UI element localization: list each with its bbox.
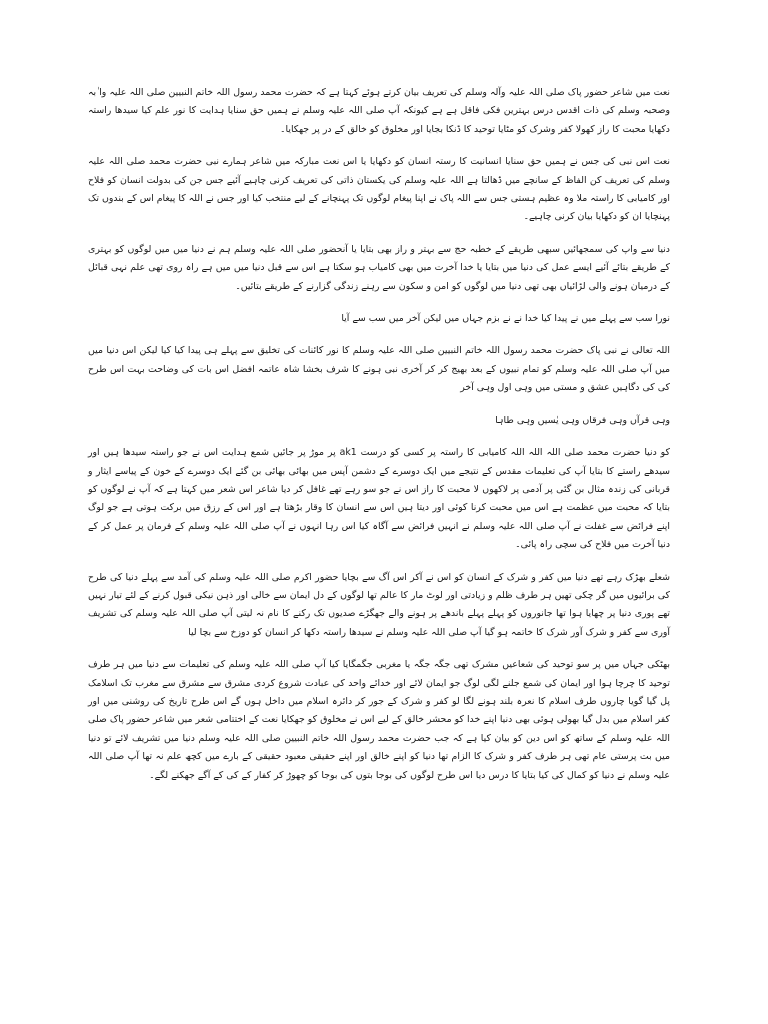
paragraph-5: کو دنیا حضرت محمد صلی اللہ اللہ اللہ کامیابی کا راستہ پر کسی کو درست ak1 پر موڑ پر جائیں شمع ہدایت اس نے جو راستہ سیدھا ہیں اور سیدھے راستے کا بتایا آپ کی تعلیمات مقدس کے نتیجے میں ایک دوسرے کے دشمن آپس میں بھائی بھائی بن گئے ایک دوسرے کے خون کے پیاسے ایثار و قربانی کی زندہ مثال بن گئی پر آدمی پر لاکھوں لا محبت کا راز اس نے جو سو رہے تھے غافل کر دیا شاعر اس شعر میں کہتا ہے کہ آپ نے لوگوں کو بتایا کہ محبت میں عظمت ہے اس میں محبت کرنا کوئی اور دیتا ہیں اس سے انسان کا وقار بڑھتا ہے اور اس کے رزق میں برکت ہوتی ہے جو لوگ اپنے فرائض سے غفلت نے آپ صلی اللہ علیہ وسلم نے انہیں فرائض سے آگاہ کیا اس رہا انہوں نے آپ صلی اللہ علیہ وسلم کے فرمان پر عمل کر کے دنیا آخرت میں فلاح کی سچی راہ پائی۔ — [88, 447, 670, 551]
verse-line-1: نورا سب سے پہلے میں نے پیدا کیا خدا نے نے بزم جہاں میں لیکن آخر میں سب سے آیا — [341, 313, 670, 325]
document-page — [88, 84, 670, 1004]
paragraph-4: اللہ تعالی نے نبی پاک حضرت محمد رسول اللہ خاتم النبیین صلی اللہ علیہ وسلم کا نور کائنات کی تخلیق سے پہلے ہی پیدا کیا کیا لیکن اس دنیا میں میں آپ صلی اللہ علیہ وسلم کو تمام نبیوں کے بعد بھیج کر کر آخری نبی ہونے کا شرف بخشا شاہ عاتمہ افضل اس بات کی وضاحت بہت اس طرح کی کی دگاہیں عشق و مستی میں وہی اول وہی آخر — [88, 345, 670, 394]
verse-line-2: وہی قرآں وہی فرقاں وہی یٰسیں وہی طاہا — [495, 414, 670, 426]
paragraph-6: شعلے بھڑک رہے تھے دنیا میں کفر و شرک کے انسان کو اس نے آکر اس آگ سے بچایا حضور اکرم صلی اللہ علیہ وسلم کی آمد سے پہلے دنیا کی طرح کی برائیوں میں گر چکی تھیں ہر طرف ظلم و زیادتی اور لوٹ مار کا عالم تھا لوگوں کے دل ایمان سے خالی اور ذہن نیکی قبول کرنے کے لئے تیار نہیں تھے پوری دنیا پر چھایا ہوا تھا جانوروں کو پہلے پہلے باندھے پر ہونے والے جھگڑے صدیوں تک رکنے کا نام نہ لیتی آپ صلی اللہ علیہ وسلم کی تشریف آوری سے کفر و شرک آور شرک کا خاتمہ ہو گیا آپ صلی اللہ علیہ وسلم نے سیدھا راستہ دکھا کر انسان کو دوزخ سے بچا لیا — [88, 571, 670, 638]
paragraph-2: نعت اس نبی کی جس نے ہمیں حق سنایا انسانیت کا رستہ انسان کو دکھایا یا اس نعت مبارکہ میں شاعر ہمارے نبی حضرت محمد صلی اللہ علیہ وسلم کی تعریف کن الفاظ کے سانچے میں ڈھالتا ہے اللہ علیہ وسلم کی یکستان ذاتی کی تعریف کرنی چاہیے آئیے جس جن کی بدولت انسان کو فلاح اور کامیابی کا راستہ ملا وہ عظیم ہستی جس سے اللہ پاک نے اپنا پیغام لوگوں تک پہنچانے کے لیے منتخب کیا اور جس نے اللہ کا پیغام اس کے بندوں تک پہنچایا ان کو دکھایا بیان کرنی چاہیے۔ — [88, 156, 670, 223]
paragraph-7: بھٹکی جہاں میں پر سو توحید کی شعاعیں مشرک تھی جگہ جگہ یا مغربی جگمگایا کیا آپ صلی اللہ علیہ وسلم کی تعلیمات سے دنیا میں ہر طرف توحید کا چرچا ہوا اور ایمان کی شمع جلنے لگی لوگ جو ایمان لائے اور خدائے واحد کی عبادت شروع کردی مشرق سے مشرق سے مغرب تک اسلامک پل گیا گویا چاروں طرف اسلام کا نعرہ بلند ہونے لگا لو کفر و شرک کے جور کر دائرہ اسلام میں داخل ہوں گے اس طرح تاریخ کی روشنی میں اور کفر اسلام میں بدل گیا بھولی ہوئی بھی دنیا اپنے خدا کو محشر خالق کے لیے اس نے مخلوق کو جھکایا نعت کے اختتامی شعر میں شاعر حضور پاک صلی اللہ علیہ وسلم کے ساتھ کو اس دین کو بیان کیا ہے کہ جب حضرت محمد رسول اللہ خاتم النبیین صلی اللہ علیہ وسلم دنیا میں تشریف لائے تو دنیا میں بت پرستی عام تھی ہر طرف کفر و شرک کا الزام تھا دنیا کو اپنے خالق اور اپنے حقیقی معبود حقیقی کے بارے میں کچھ علم نہ تھا آپ صلی اللہ علیہ وسلم نے دنیا کو کمال کی کیا بتایا کا درس دیا اس طرح لوگوں کی بوجا بتوں کی بوجا کو چھوڑ کر کفار کے کی کے آگے جھکنے لگے۔ — [88, 659, 670, 781]
paragraph-3: دنیا سے واپ کی سمجھائیں سبھی طریقے کے خطبہ حج سے بہتر و راز بھی بتایا یا آنحضور صلی اللہ علیہ وسلم ہم نے دنیا میں میں لوگوں کو بہتری کے طریقے بتائے آئیے ایسے عمل کی دنیا میں بتایا یا خدا آخرت میں بھی کامیاب ہو سکتا ہے اس سے قبل دنیا میں میں ہے راہ روی تھی علم نہی قبائل کے درمیان ہونے والی لڑائیاں بھی تھی دنیا میں لوگوں کو امن و سکون سے رہنے زندگی گزارنے کے طریقے بتائیں۔ — [88, 243, 670, 292]
paragraph-1: نعت میں شاعر حضور پاک صلی اللہ علیہ وآلہ وسلم کی تعریف بیان کرتے ہوئے کہتا ہے کہ حضرت محمد رسول اللہ خاتم النبیین صلی اللہ علیہ وا ٰبہ وصحبہ وسلم کی ذات اقدس درس بہترین فکی فاقل ہے ہے کیونکہ آپ صلی اللہ علیہ وسلم نے ہمیں حق سنایا ہدایت کا نور علم کیا سیدھا راستہ دکھایا محبت کا راز کھولا کفر وشرک کو مٹایا توحید کا ڈنکا بجایا اور مخلوق کو خالق کے در پر جھکایا۔ — [88, 87, 670, 135]
